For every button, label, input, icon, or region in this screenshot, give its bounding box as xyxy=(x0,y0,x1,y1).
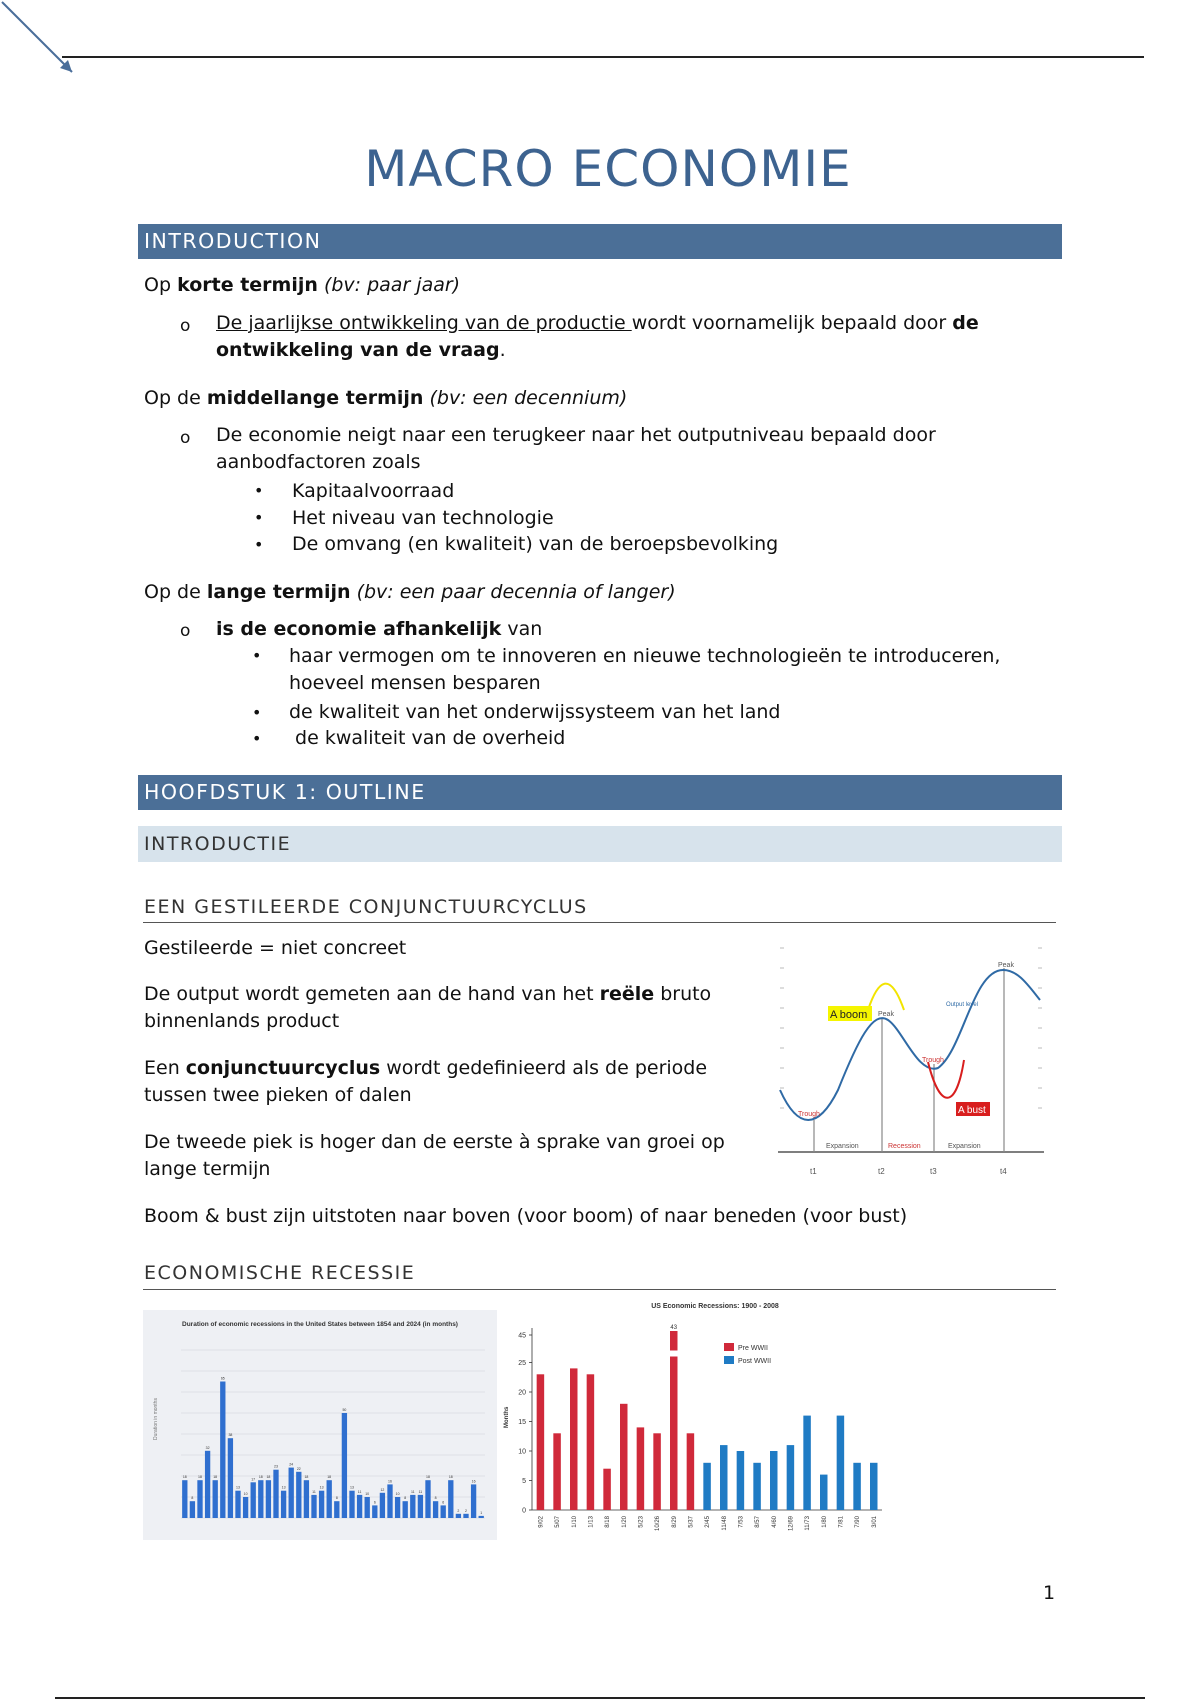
bar-value-label: 17 xyxy=(251,1477,256,1482)
svg-text:Expansion: Expansion xyxy=(826,1143,859,1150)
bar xyxy=(311,1495,316,1518)
chart-title: US Economic Recessions: 1900 - 2008 xyxy=(651,1303,779,1310)
x-tick-label: 1/10 xyxy=(571,1516,578,1528)
bar-value-label: 11 xyxy=(410,1489,415,1494)
bar-value-label: 18 xyxy=(266,1475,271,1480)
section-heading-chapter1: HOOFDSTUK 1: OUTLINE xyxy=(138,775,1062,810)
bullet-o: o xyxy=(180,428,191,448)
bar xyxy=(456,1514,461,1518)
bar xyxy=(304,1480,309,1518)
bar xyxy=(537,1374,545,1510)
svg-text:Trough: Trough xyxy=(922,1057,944,1064)
bar-value-label: 23 xyxy=(274,1464,278,1469)
bar xyxy=(395,1497,400,1518)
section-heading-introduction: INTRODUCTION xyxy=(138,224,1062,259)
us-recessions-chart xyxy=(500,1298,890,1543)
bar-value-label: 13 xyxy=(236,1485,240,1490)
corner-arrow-icon xyxy=(0,0,80,80)
x-tick-label: 5/07 xyxy=(555,1516,562,1528)
list-item: de kwaliteit van het onderwijssysteem van het land xyxy=(289,701,781,723)
bar xyxy=(319,1491,324,1518)
business-cycle-figure xyxy=(778,940,1046,1180)
svg-text:Trough: Trough xyxy=(798,1111,820,1118)
bar xyxy=(403,1501,408,1518)
header-rule xyxy=(62,56,1144,58)
x-tick-label: 7/53 xyxy=(738,1516,745,1528)
bar xyxy=(753,1463,761,1510)
bar xyxy=(787,1445,795,1510)
bar xyxy=(357,1495,362,1518)
bar xyxy=(387,1484,392,1518)
bar xyxy=(737,1451,745,1510)
bar xyxy=(205,1451,210,1518)
bar xyxy=(703,1463,711,1510)
bar xyxy=(228,1438,233,1518)
legend-label: Pre WWII xyxy=(738,1345,768,1352)
x-tick-label: 1/13 xyxy=(588,1516,595,1528)
x-tick-label: 9/02 xyxy=(538,1516,545,1528)
bar-value-label: 43 xyxy=(670,1325,678,1331)
bullet-o: o xyxy=(180,621,191,641)
bar-value-label: 10 xyxy=(365,1492,370,1496)
x-tick-label: 12/69 xyxy=(788,1516,795,1532)
page-title: MACRO ECONOMIE xyxy=(364,140,852,198)
bar xyxy=(687,1433,695,1510)
page-number: 1 xyxy=(1043,1582,1056,1604)
bar-value-label: 12 xyxy=(380,1487,385,1492)
x-tick-label: 8/57 xyxy=(755,1516,762,1528)
y-tick-label: 25 xyxy=(518,1360,526,1367)
heading-conjunctuurcyclus: EEN GESTILEERDE CONJUNCTUURCYCLUS xyxy=(144,896,588,918)
svg-text:t2: t2 xyxy=(878,1167,885,1176)
bar xyxy=(243,1497,248,1518)
bar-value-label: 22 xyxy=(296,1466,301,1471)
bar xyxy=(553,1433,561,1510)
bar xyxy=(670,1331,678,1510)
bar-value-label: 50 xyxy=(342,1408,347,1412)
bar-value-label: 2 xyxy=(457,1508,460,1513)
bar xyxy=(235,1491,240,1518)
bar-value-label: 13 xyxy=(281,1485,286,1490)
bar-value-label: 24 xyxy=(289,1462,294,1467)
bar xyxy=(281,1491,286,1518)
bar-value-label: 11 xyxy=(418,1489,423,1494)
bar xyxy=(720,1445,728,1510)
heading-economische-recessie: ECONOMISCHE RECESSIE xyxy=(144,1262,416,1284)
bar-value-label: 10 xyxy=(243,1492,248,1496)
bar-value-label: 11 xyxy=(312,1489,316,1494)
bar xyxy=(213,1480,218,1518)
bar xyxy=(820,1475,828,1510)
bar xyxy=(653,1433,661,1510)
x-tick-label: 5/23 xyxy=(638,1516,645,1528)
bar-value-label: 6 xyxy=(373,1500,376,1505)
long-term-bullet: is de economie afhankelijk van xyxy=(216,618,543,640)
bar xyxy=(372,1505,377,1518)
bar xyxy=(441,1505,446,1518)
list-item: De omvang (en kwaliteit) van de beroepsbevolking xyxy=(292,533,779,555)
bullet-dot: • xyxy=(252,646,262,665)
svg-text:A boom: A boom xyxy=(830,1009,868,1021)
bar xyxy=(342,1413,347,1518)
bar xyxy=(182,1480,187,1518)
list-item: Kapitaalvoorraad xyxy=(292,480,455,502)
bar-value-label: 65 xyxy=(220,1376,225,1381)
bar-value-label: 8 xyxy=(335,1496,338,1501)
bullet-dot: • xyxy=(254,508,264,527)
x-tick-label: 8/29 xyxy=(671,1516,678,1528)
x-tick-label: 5/37 xyxy=(688,1516,695,1528)
bar-value-label: 2 xyxy=(465,1508,467,1513)
legend-swatch-pre-wwii xyxy=(724,1343,734,1351)
medium-term-line: Op de middellange termijn (bv: een decennium) xyxy=(144,387,628,409)
bar-value-label: 11 xyxy=(357,1489,362,1494)
bar xyxy=(266,1480,271,1518)
x-tick-label: 10/26 xyxy=(655,1516,662,1532)
chart-title: Duration of economic recessions in the United States between 1854 and 2024 (in months) xyxy=(182,1321,458,1328)
svg-text:t4: t4 xyxy=(1000,1167,1007,1176)
x-tick-label: 8/18 xyxy=(605,1516,612,1528)
x-tick-label: 7/81 xyxy=(838,1516,845,1528)
cycle-paragraph: Boom & bust zijn uitstoten naar boven (voor boom) of naar beneden (voor bust) xyxy=(144,1205,908,1227)
bar xyxy=(197,1480,202,1518)
legend-swatch-post-wwii xyxy=(724,1356,734,1364)
bar-value-label: 10 xyxy=(395,1492,400,1496)
bar-value-label: 8 xyxy=(434,1496,437,1501)
bar xyxy=(620,1404,628,1510)
bar xyxy=(190,1501,195,1518)
long-term-line: Op de lange termijn (bv: een paar decennia of langer) xyxy=(144,581,676,603)
cycle-paragraph: Gestileerde = niet concreet xyxy=(144,937,407,959)
bar xyxy=(637,1427,645,1510)
legend-label: Post WWII xyxy=(738,1358,772,1365)
bar-value-label: 8 xyxy=(191,1496,194,1501)
list-item: de kwaliteit van de overheid xyxy=(289,727,566,749)
axis-break xyxy=(667,1351,681,1357)
svg-text:Recession: Recession xyxy=(888,1143,921,1150)
bar xyxy=(258,1480,263,1518)
bar xyxy=(853,1463,861,1510)
bar xyxy=(410,1495,415,1518)
y-axis-label: Months xyxy=(504,1406,510,1428)
bar xyxy=(570,1368,578,1510)
bar xyxy=(587,1374,595,1510)
bar xyxy=(334,1501,339,1518)
footer-rule xyxy=(55,1697,1145,1699)
bar xyxy=(471,1484,476,1518)
bar xyxy=(479,1516,484,1518)
y-tick-label: 20 xyxy=(518,1389,526,1397)
bar-value-label: 18 xyxy=(198,1475,202,1480)
bar-value-label: 8 xyxy=(404,1496,407,1501)
bullet-dot: • xyxy=(252,703,262,722)
bar xyxy=(380,1493,385,1518)
heading-rule xyxy=(143,922,1056,923)
medium-term-bullet: De economie neigt naar een terugkeer naar het outputniveau bepaald door aanbodfactoren zoals xyxy=(216,424,936,473)
bar xyxy=(603,1469,611,1510)
bullet-dot: • xyxy=(254,481,264,500)
bar xyxy=(433,1501,438,1518)
bullet-o: o xyxy=(180,316,191,336)
bar-value-label: 18 xyxy=(213,1475,218,1480)
svg-text:Expansion: Expansion xyxy=(948,1143,981,1150)
bar xyxy=(418,1495,423,1518)
bar xyxy=(296,1472,301,1518)
bar-value-label: 16 xyxy=(471,1479,476,1484)
bar xyxy=(448,1480,453,1518)
x-tick-label: 1/80 xyxy=(821,1516,828,1528)
bar-value-label: 13 xyxy=(350,1485,354,1490)
svg-text:Peak: Peak xyxy=(878,1011,894,1018)
svg-text:Peak: Peak xyxy=(998,962,1014,969)
bar xyxy=(365,1497,370,1518)
bar-value-label: 16 xyxy=(388,1479,392,1484)
bar-value-label: 38 xyxy=(228,1433,233,1438)
x-tick-label: 11/73 xyxy=(805,1516,812,1531)
x-tick-label: 4/60 xyxy=(771,1516,778,1528)
subsection-heading-introductie: INTRODUCTIE xyxy=(138,826,1062,862)
bullet-dot: • xyxy=(254,535,264,554)
bar xyxy=(870,1463,878,1510)
bar-value-label: 18 xyxy=(327,1475,332,1480)
bar-value-label: 18 xyxy=(182,1475,187,1480)
cycle-paragraph: De output wordt gemeten aan de hand van het reële bruto binnenlands product xyxy=(144,983,712,1032)
heading-rule xyxy=(143,1289,1056,1290)
y-axis-label: Duration in months xyxy=(153,1398,159,1440)
bar xyxy=(425,1480,430,1518)
list-item: haar vermogen om te innoveren en nieuwe technologieën te introduceren, hoeveel mensen besparen xyxy=(289,645,1001,694)
bar xyxy=(251,1482,256,1518)
svg-text:t1: t1 xyxy=(810,1167,817,1176)
bar-value-label: 18 xyxy=(304,1475,309,1480)
svg-text:Output level: Output level xyxy=(946,1002,979,1008)
recession-duration-chart xyxy=(143,1310,497,1540)
cycle-paragraph: De tweede piek is hoger dan de eerste à sprake van groei op lange termijn xyxy=(144,1131,725,1180)
bar-value-label: 32 xyxy=(205,1445,210,1450)
bar xyxy=(273,1470,278,1518)
list-item: Het niveau van technologie xyxy=(292,507,554,529)
bar xyxy=(327,1480,332,1518)
y-tick-label: 45 xyxy=(518,1332,526,1340)
bar xyxy=(770,1451,778,1510)
y-tick-label: 0 xyxy=(522,1507,526,1515)
x-tick-label: 7/90 xyxy=(855,1516,862,1528)
bar-value-label: 18 xyxy=(258,1475,263,1480)
y-tick-label: 15 xyxy=(518,1419,526,1426)
bar xyxy=(289,1468,294,1518)
bar xyxy=(220,1382,225,1519)
bar xyxy=(803,1416,811,1510)
bar xyxy=(349,1491,354,1518)
svg-text:A bust: A bust xyxy=(958,1105,986,1116)
x-tick-label: 2/45 xyxy=(705,1516,712,1528)
svg-text:t3: t3 xyxy=(930,1167,937,1176)
x-tick-label: 3/01 xyxy=(871,1516,878,1528)
bar-value-label: 18 xyxy=(448,1475,453,1480)
bar-value-label: 18 xyxy=(426,1475,430,1480)
bar-value-label: 6 xyxy=(442,1500,445,1505)
x-tick-label: 1/20 xyxy=(621,1516,628,1528)
y-tick-label: 10 xyxy=(518,1448,526,1456)
x-tick-label: 11/48 xyxy=(721,1516,728,1531)
bar xyxy=(837,1416,845,1510)
y-tick-label: 5 xyxy=(522,1478,526,1485)
short-term-bullet: De jaarlijkse ontwikkeling van de productie wordt voornamelijk bepaald door de ontwikkeling van de vraag. xyxy=(216,312,979,361)
bar-value-label: 13 xyxy=(319,1485,324,1490)
short-term-line: Op korte termijn (bv: paar jaar) xyxy=(144,274,461,296)
cycle-paragraph: Een conjunctuurcyclus wordt gedefinieerd als de periode tussen twee pieken of dalen xyxy=(144,1057,708,1106)
bar-value-label: 1 xyxy=(480,1510,483,1515)
bullet-dot: • xyxy=(252,729,262,748)
bar xyxy=(463,1514,468,1518)
